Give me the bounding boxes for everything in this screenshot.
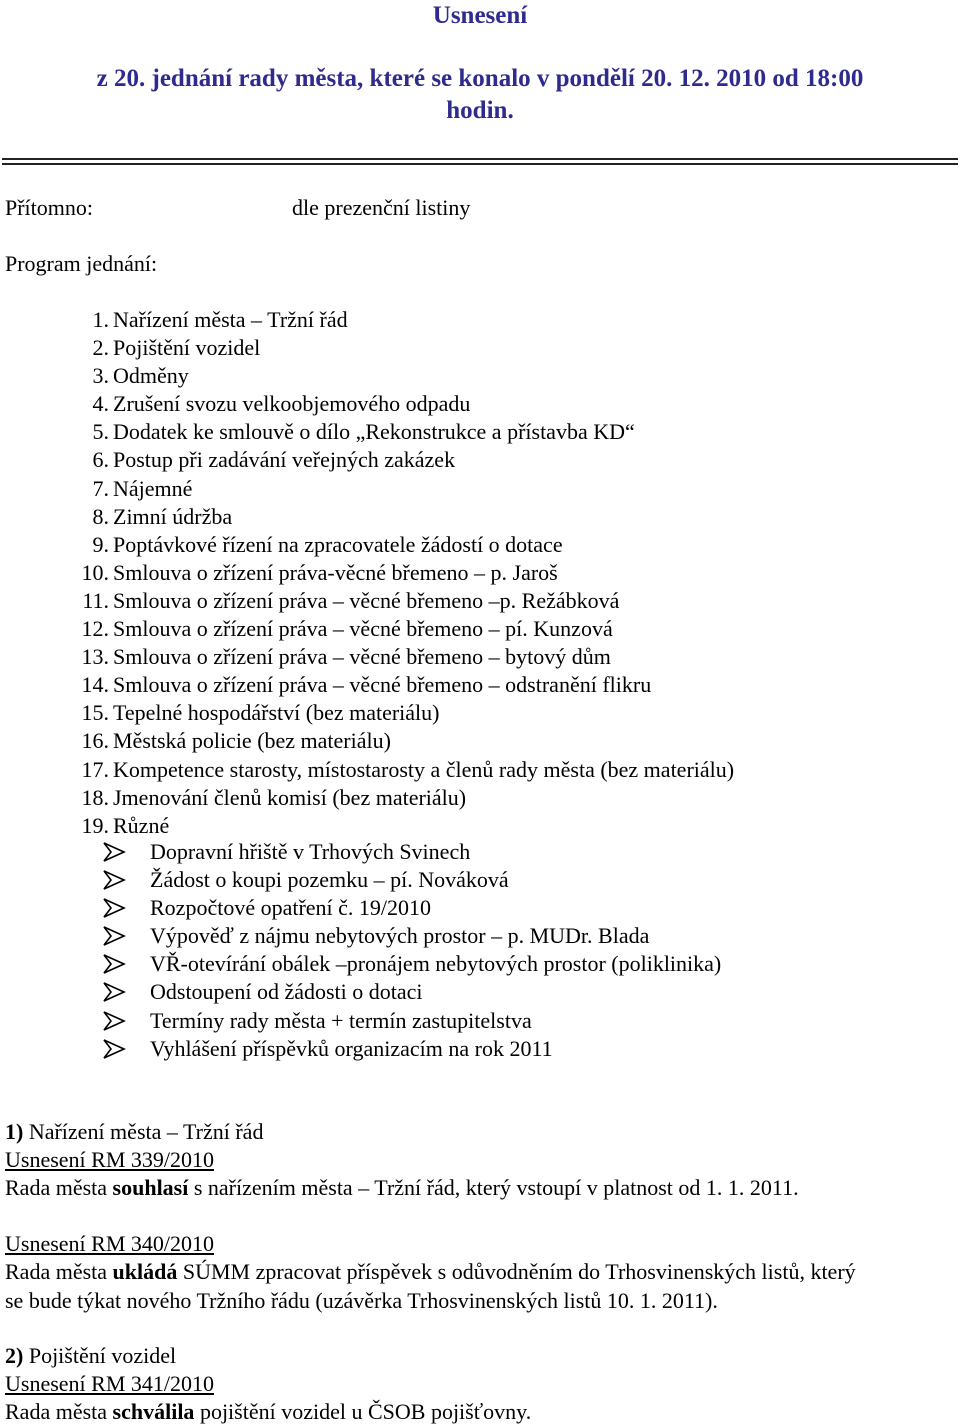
sub-item-text: Odstoupení od žádosti o dotaci (150, 979, 423, 1005)
section2-title: Pojištění vozidel (23, 1343, 177, 1368)
section2-number: 2) (5, 1343, 24, 1368)
agenda-item-number: 6. (92, 447, 109, 473)
section1-title: Nařízení města – Tržní řád (23, 1119, 264, 1144)
agenda-list (78, 306, 938, 840)
agenda-item (78, 306, 938, 334)
agenda-item-number: 7. (92, 475, 109, 501)
agenda-item-number: 14. (81, 672, 109, 698)
sub-item-text: VŘ-otevírání obálek –pronájem nebytových prostor (poliklinika) (150, 951, 722, 977)
document-title: Usnesení (432, 2, 528, 29)
agenda-item-number: 19. (81, 812, 109, 838)
agenda-item (78, 531, 938, 559)
agenda-item (78, 727, 938, 755)
agenda-item-text: Kompetence starosty, místostarosty a členů rady města (bez materiálu) (113, 756, 735, 782)
resolution-341-pre: Rada města (5, 1399, 113, 1424)
agenda-item (78, 615, 938, 643)
agenda-item-number: 8. (92, 503, 109, 529)
agenda-item-text: Smlouva o zřízení práva – věcné břemeno – pí. Kunzová (113, 616, 613, 642)
sub-item-text: Rozpočtové opatření č. 19/2010 (150, 895, 432, 921)
agenda-item-number: 15. (81, 700, 109, 726)
resolution-339-pre: Rada města (5, 1175, 113, 1200)
sub-item-text: Vyhlášení příspěvků organizacím na rok 2011 (150, 1035, 553, 1061)
resolution-341-heading: Usnesení RM 341/2010 (5, 1371, 214, 1396)
agenda-item-number: 16. (81, 728, 109, 754)
header-divider-top (2, 158, 958, 160)
arrowhead-bullet-icon (102, 982, 126, 1002)
agenda-item-number: 17. (81, 756, 109, 782)
resolution-340-verb: ukládá (112, 1259, 178, 1284)
agenda-item (78, 503, 938, 531)
agenda-item (78, 643, 938, 671)
present-label: Přítomno: (5, 195, 94, 220)
agenda-item-text: Odměny (113, 363, 189, 389)
resolution-341-text (5, 1399, 531, 1425)
agenda-item-text: Různé (113, 812, 170, 838)
agenda-item-text: Pojištění vozidel (113, 335, 261, 361)
agenda-item-text: Postup při zadávání veřejných zakázek (113, 447, 456, 473)
agenda-item-number: 3. (92, 363, 109, 389)
resolution-340-text-line2: se bude týkat nového Tržního řádu (uzávěrka Trhosvinenských listů 10. 1. 2011). (5, 1288, 718, 1313)
resolution-339-heading: Usnesení RM 339/2010 (5, 1147, 214, 1172)
agenda-item-text: Smlouva o zřízení práva – věcné břemeno – bytový dům (113, 644, 611, 670)
agenda-item (78, 446, 938, 474)
resolution-339-text (5, 1175, 799, 1201)
agenda-item (78, 475, 938, 503)
resolution-340-heading: Usnesení RM 340/2010 (5, 1231, 214, 1256)
agenda-item-number: 1. (92, 307, 109, 332)
document-subtitle-line1: z 20. jednání rady města, které se konalo v pondělí 20. 12. 2010 od 18:00 (96, 65, 864, 92)
section1-number: 1) (5, 1119, 24, 1144)
agenda-item (78, 418, 938, 446)
agenda-item-text: Tepelné hospodářství (bez materiálu) (113, 700, 440, 726)
resolution-340-pre: Rada města (5, 1259, 113, 1284)
agenda-item-text: Městská policie (bez materiálu) (113, 728, 391, 754)
resolution-340-text (5, 1259, 856, 1285)
present-value: dle prezenční listiny (292, 195, 471, 220)
resolution-339-verb: souhlasí (112, 1175, 189, 1200)
section2-heading (5, 1343, 176, 1369)
agenda-item (78, 362, 938, 390)
header-divider-bottom (2, 163, 958, 165)
resolution-340-post: SÚMM zpracovat příspěvek s odůvodněním do Trhosvinenských listů, který (177, 1259, 856, 1284)
agenda-item (78, 559, 938, 587)
sub-item-text: Dopravní hřiště v Trhových Svinech (150, 839, 471, 864)
agenda-item-number: 9. (92, 531, 109, 557)
agenda-item-number: 11. (82, 587, 109, 613)
agenda-item (78, 756, 938, 784)
agenda-item (78, 784, 938, 812)
agenda-item-number: 13. (81, 644, 109, 670)
resolution-339-post: s nařízením města – Tržní řád, který vstoupí v platnost od 1. 1. 2011. (188, 1175, 799, 1200)
agenda-item-text: Poptávkové řízení na zpracovatele žádostí o dotace (113, 531, 563, 557)
agenda-item-text: Nařízení města – Tržní řád (113, 307, 348, 332)
arrowhead-bullet-icon (102, 870, 126, 890)
agenda-item-text: Smlouva o zřízení práva – věcné břemeno –p. Režábková (113, 587, 620, 613)
agenda-item-text: Zimní údržba (113, 503, 233, 529)
agenda-item-text: Smlouva o zřízení práva – věcné břemeno – odstranění flikru (113, 672, 652, 698)
agenda-item (78, 671, 938, 699)
section1-heading (5, 1119, 263, 1145)
sub-item-text: Žádost o koupi pozemku – pí. Nováková (150, 867, 509, 893)
arrowhead-bullet-icon (102, 1039, 126, 1059)
arrowhead-bullet-icon (102, 1011, 126, 1031)
resolution-341-post: pojištění vozidel u ČSOB pojišťovny. (194, 1399, 532, 1424)
agenda-item-number: 5. (92, 419, 109, 445)
agenda-item-number: 12. (81, 616, 109, 642)
arrowhead-bullet-icon (102, 898, 126, 918)
program-label: Program jednání: (5, 251, 158, 276)
agenda-item-number: 18. (81, 784, 109, 810)
arrowhead-bullet-icon (102, 954, 126, 974)
sub-item-text: Výpověď z nájmu nebytových prostor – p. MUDr. Blada (150, 923, 650, 949)
arrowhead-bullet-icon (102, 842, 126, 862)
agenda-item-text: Nájemné (113, 475, 193, 501)
resolution-341-verb: schválila (112, 1399, 195, 1424)
document-subtitle-line2: hodin. (446, 97, 514, 124)
agenda-item-text: Smlouva o zřízení práva-věcné břemeno – p. Jaroš (113, 559, 558, 585)
arrowhead-bullet-icon (102, 926, 126, 946)
agenda-item-text: Jmenování členů komisí (bez materiálu) (113, 784, 467, 810)
agenda-item (78, 812, 938, 840)
agenda-item-text: Zrušení svozu velkoobjemového odpadu (113, 391, 471, 417)
agenda-item-text: Dodatek ke smlouvě o dílo „Rekonstrukce a přístavba KD“ (113, 419, 635, 445)
agenda-item-number: 10. (81, 559, 109, 585)
agenda-item (78, 390, 938, 418)
agenda-item (78, 334, 938, 362)
agenda-item (78, 587, 938, 615)
sub-item-text: Termíny rady města + termín zastupitelstva (150, 1007, 532, 1033)
agenda-item-number: 4. (92, 391, 109, 417)
agenda-item (78, 699, 938, 727)
agenda-item-number: 2. (92, 335, 109, 361)
